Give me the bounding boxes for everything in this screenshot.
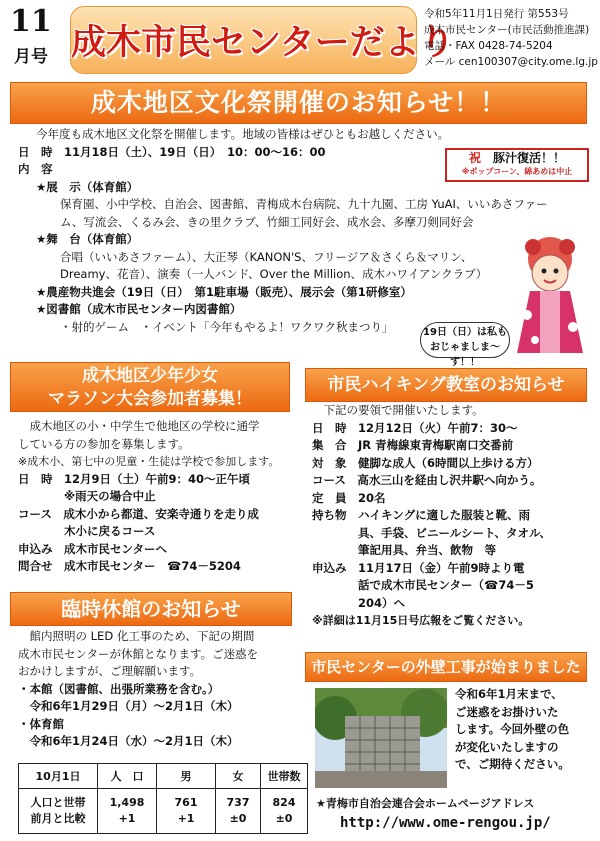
marathon-line: 日 時 12月9日（土）午前9：40～正午頃 (18, 471, 251, 486)
row-label-line-2: 前月と比較 (30, 812, 86, 825)
marathon-line: 木小に戻るコース (18, 524, 156, 538)
newsletter-title: 成木市民センターだより (71, 23, 455, 63)
stage-heading: ★舞 台（体育館） (36, 232, 139, 246)
hiking-line: 下記の要領で開催いたします。 (312, 403, 484, 417)
population-male-cell (157, 789, 216, 834)
population-row-label (19, 789, 98, 834)
population-header-date: 10月1日 (19, 764, 98, 789)
population-households-cell (261, 789, 308, 834)
hiking-line: 集 合 JR 青梅線東青梅駅南口交番前 (312, 438, 514, 452)
exhibit-line-1: 保育園、小中学校、自治会、図書館、青梅成木台病院、九十九園、工房 YuAI、いいあさファー (60, 197, 548, 211)
population-header-row (19, 764, 308, 789)
closure-line: おかけしますが、ご理解願います。 (18, 664, 202, 678)
festival-banner: 成木地区文化祭開催のお知らせ！！ (10, 82, 587, 124)
population-value-row (19, 789, 308, 834)
population-total-cell (98, 789, 157, 834)
federation-homepage-label: ★青梅市自治会連合会ホームページアドレス (316, 797, 535, 810)
marathon-line: ※成木小、第七中の児童・生徒は学校で参加します。 (18, 455, 280, 468)
hiking-line: ※詳細は11月15日号広報をご覧ください。 (312, 614, 530, 627)
tonjiru-notice (445, 148, 589, 182)
marathon-banner-line-2: マラソン大会参加者募集！ (48, 389, 252, 409)
bubble-line-2: おじゃましま～す！！ (430, 342, 500, 368)
stage-line-1: 合唱（いいあさファーム）、大正琴（KANON'S、フリージア＆さくら＆マリン、 (60, 249, 473, 264)
population-header-female: 女 (216, 764, 261, 789)
exterior-line: します。今回外壁の色 (455, 722, 570, 736)
building-photo (315, 688, 447, 788)
mascot-character-icon (505, 235, 595, 355)
farm-fair: ★農産物共進会（19日（日） 第1駐車場（販売）、展示会（第1研修室） (36, 284, 412, 299)
closure-line: 成木市民センターが休館となります。ご迷惑を (18, 646, 259, 661)
closure-line: 令和6年1月24日（水）～2月1日（木） (18, 734, 239, 748)
marathon-line: 問合せ 成木市民センター ☎74－5204 (18, 559, 241, 573)
population-header-total: 人 口 (98, 764, 157, 789)
value-bottom: ±0 (275, 812, 293, 825)
hiking-line: 持ち物 ハイキングに適した服装と靴、雨 (312, 508, 531, 522)
marathon-line: 申込み 成木市民センターへ (18, 541, 168, 556)
pub-phone-line: 電話・FAX 0428-74-5204 (424, 40, 553, 52)
library-heading: ★図書館（成木市民センター内図書館） (36, 302, 242, 316)
mascot-speech-bubble (420, 322, 510, 368)
exhibit-line-2: ム、写流会、くるみ会、きの里クラブ、竹細工同好会、成水会、多摩刀剣同好会 (60, 214, 474, 229)
exterior-banner: 市民センターの外壁工事が始まりました (305, 652, 587, 682)
population-female-cell (216, 789, 261, 834)
bubble-line-1: 19日（日）は私も (423, 327, 507, 338)
exterior-line: ご迷惑をお掛けいた (455, 704, 559, 719)
population-header-male: 男 (157, 764, 216, 789)
federation-homepage-link[interactable]: http://www.ome-rengou.jp/ (340, 815, 551, 831)
exterior-line: で、ご期待ください。 (455, 757, 570, 771)
pub-office-line: 成木市民センター(市民活動推進課) (424, 24, 590, 36)
hiking-line: 申込み 11月17日（金）午前9時より電 (312, 560, 525, 575)
festival-date-value: 11月18日（土）、19日（日） 10：00～16：00 (64, 144, 326, 159)
closure-line: ・体育館 (18, 716, 64, 731)
marathon-line: している方の参加を募集します。 (18, 436, 190, 451)
tonjiru-note: ※ポップコーン、綿あめは中止 (461, 167, 573, 176)
hiking-banner: 市民ハイキング教室のお知らせ (305, 368, 587, 402)
hiking-body (312, 402, 551, 630)
issue-month: 11 (10, 4, 52, 39)
row-label-line-1: 人口と世帯 (30, 796, 86, 809)
issue-unit: 月号 (14, 47, 48, 67)
hiking-line: 具、手袋、ビニールシート、タオル、 (312, 525, 552, 540)
exhibit-heading: ★展 示（体育館） (36, 179, 139, 194)
hiking-line: 筆記用具、弁当、飲物 等 (312, 543, 496, 557)
exterior-line: 令和6年1月末まで、 (455, 687, 563, 701)
library-line: ・射的ゲーム ・イベント「今年もやるよ！ワクワク秋まつり」 (60, 319, 394, 334)
publication-info (424, 6, 598, 70)
marathon-line: ※雨天の場合中止 (18, 489, 156, 503)
exterior-line: が変化いたしますの (455, 739, 559, 754)
value-top: 761 (174, 796, 198, 809)
closure-body (18, 628, 258, 751)
pub-date-line: 令和5年11月1日発行 第553号 (424, 8, 569, 20)
pub-email-line: メール cen100307@city.ome.lg.jp (424, 56, 598, 68)
celebration-mark: 祝 (468, 151, 481, 165)
hiking-line: 対 象 健脚な成人（6時間以上歩ける方） (312, 455, 539, 470)
festival-intro: 今年度も成木地区文化祭を開催します。地域の皆様はぜひともお越しください。 (36, 127, 450, 141)
marathon-body (18, 418, 279, 576)
population-table (18, 763, 308, 834)
tonjiru-title: 豚汁復活！！ (493, 151, 566, 165)
hiking-line: 定 員 20名 (312, 490, 386, 505)
exterior-body (455, 686, 570, 774)
value-bottom: +1 (118, 812, 136, 825)
marathon-line: コース 成木小から都道、安楽寺通りを走り成 (18, 506, 259, 521)
stage-line-2: Dreamy、花音）、演奏（一人バンド、Over the Million、成木ハワイアンクラブ） (60, 267, 488, 281)
newsletter-title-box (70, 6, 455, 74)
festival-content-label: 内 容 (18, 162, 53, 176)
value-bottom: +1 (177, 812, 195, 825)
population-header-households: 世帯数 (261, 764, 308, 789)
closure-line: 館内照明の LED 化工事のため、下記の期間 (18, 629, 255, 643)
marathon-banner-line-1: 成木地区少年少女 (82, 366, 218, 386)
value-top: 1,498 (109, 796, 145, 809)
hiking-line: 204）へ (312, 595, 406, 610)
marathon-line: 成木地区の小・中学生で他地区の学校に通学 (18, 419, 260, 433)
marathon-banner (10, 362, 290, 412)
hiking-line: コース 高水三山を経由し沢井駅へ向かう。 (312, 473, 542, 487)
festival-date-label: 日 時 (18, 144, 53, 159)
closure-line: ・本館（図書館、出張所業務を含む。） (18, 681, 220, 696)
closure-banner: 臨時休館のお知らせ (10, 592, 292, 626)
value-top: 737 (226, 796, 250, 809)
hiking-line: 日 時 12月12日（火）午前7：30～ (312, 420, 518, 435)
value-bottom: ±0 (229, 812, 247, 825)
value-top: 824 (272, 796, 296, 809)
closure-line: 令和6年1月29日（月）～2月1日（木） (18, 699, 239, 713)
hiking-line: 話で成木市民センター（☎74－5 (312, 578, 534, 592)
